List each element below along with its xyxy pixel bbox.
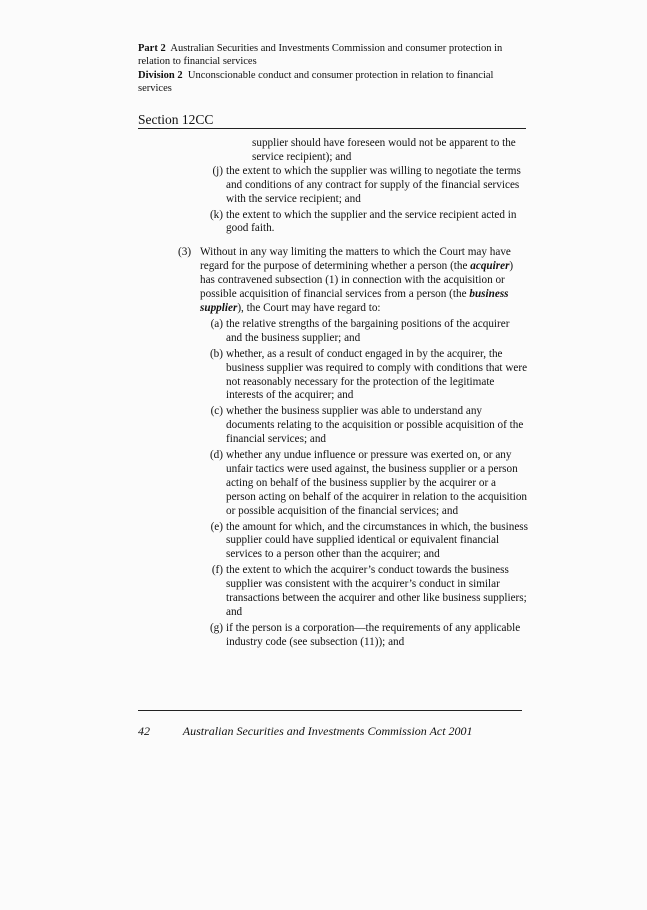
item-label: (d) xyxy=(209,449,223,462)
item-label: (a) xyxy=(210,317,223,330)
item-label: (e) xyxy=(210,520,223,533)
item-text: if the person is a corporation—the requirements of any applicable industry code (see subsection (11)); and xyxy=(226,621,521,648)
item-label: (g) xyxy=(209,621,223,634)
body-text xyxy=(178,137,528,652)
subsection-label: (3) xyxy=(178,246,192,259)
list-item-k xyxy=(178,209,528,237)
header-rule xyxy=(138,128,526,129)
item-text: whether any undue influence or pressure was exerted on, or any unfair tactics were used against, the business supplier or a person acting on behalf of the business supplier by the acquirer or a person acting on behalf of the acquirer in relation to the acquisition or possible acquisition of the financial services; and xyxy=(226,449,528,517)
list-item-j xyxy=(178,165,528,207)
continuation-text: supplier should have foreseen would not be apparent to the service recipient); and xyxy=(252,137,516,163)
item-text: the amount for which, and the circumstances in which, the business supplier could have supplied identical or equivalent financial services to a person other than the acquirer; and xyxy=(226,520,528,561)
running-header xyxy=(138,42,528,96)
list-item-e xyxy=(178,521,528,563)
item-text: whether the business supplier was able to understand any documents relating to the acquisition or possible acquisition of the financial services; and xyxy=(226,405,524,446)
subsection-text-1: Without in any way limiting the matters to which the Court may have regard for the purpose of determining whether a person (the xyxy=(200,246,511,273)
defined-term-business-supplier: business supplier xyxy=(200,288,509,314)
item-text: the extent to which the supplier and the service recipient acted in good faith. xyxy=(226,208,517,235)
act-title: Australian Securities and Investments Commission Act 2001 xyxy=(182,724,473,738)
running-footer xyxy=(138,724,528,739)
subsection-text-3: ), the Court may have regard to: xyxy=(237,301,381,314)
item-label: (c) xyxy=(210,405,223,418)
division-label: Division 2 xyxy=(138,70,183,81)
subsection-3 xyxy=(178,246,528,316)
section-heading: Section 12CC xyxy=(138,112,214,127)
list-item-d xyxy=(178,449,528,519)
item-label: (j) xyxy=(212,164,223,177)
division-text: Unconscionable conduct and consumer protection in relation to financial services xyxy=(138,70,494,94)
item-label: (f) xyxy=(211,564,223,577)
item-text: whether, as a result of conduct engaged in by the acquirer, the business supplier was required to comply with conditions that were not reasonably necessary for the protection of the legitimate interests of the acquirer; and xyxy=(226,347,528,402)
list-item-g xyxy=(178,622,528,650)
part-text: Australian Securities and Investments Commission and consumer protection in relation to financial services xyxy=(138,43,503,67)
division-heading xyxy=(138,69,528,95)
item-label: (k) xyxy=(209,208,223,221)
list-item-a xyxy=(178,318,528,346)
item-text: the relative strengths of the bargaining positions of the acquirer and the business supplier; and xyxy=(226,317,510,344)
subsection-text-2: ) has contravened subsection (1) in connection with the acquisition or possible acquisition of financial services from a person (the xyxy=(200,260,514,301)
page-number: 42 xyxy=(138,724,150,738)
item-label: (b) xyxy=(209,347,223,360)
list-item-c xyxy=(178,405,528,447)
list-item-f xyxy=(178,564,528,620)
item-text: the extent to which the supplier was willing to negotiate the terms and conditions of any contract for supply of the financial services with the service recipient; and xyxy=(226,164,521,205)
defined-term-acquirer: acquirer xyxy=(470,260,510,273)
part-heading xyxy=(138,42,528,68)
item-text: the extent to which the acquirer’s conduct towards the business supplier was consistent with the acquirer’s conduct in similar transactions between the acquirer and other like business suppliers; and xyxy=(226,564,527,618)
footer-rule xyxy=(138,710,522,711)
list-item-b xyxy=(178,348,528,404)
part-label: Part 2 xyxy=(138,43,166,54)
